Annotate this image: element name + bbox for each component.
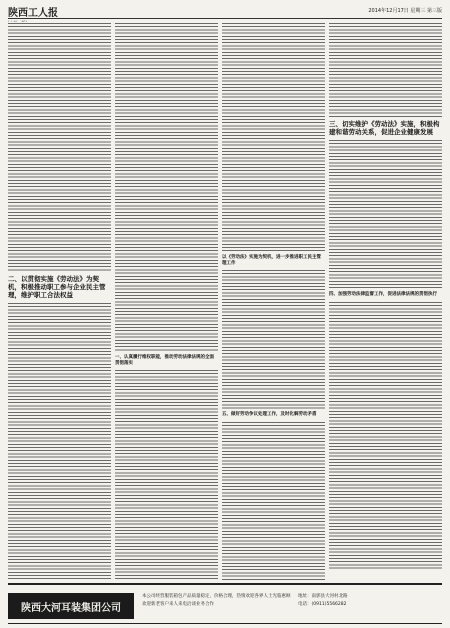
section-heading-3: 三、切实维护《劳动法》实施，积极构建和谐劳动关系，促进企业健康发展 bbox=[329, 120, 440, 137]
article-body bbox=[329, 139, 442, 289]
article-body bbox=[329, 22, 442, 117]
section-heading-7: 四、加强劳动法律监督工作，促进法律法规的贯彻执行 bbox=[329, 292, 437, 298]
column-2 bbox=[115, 22, 218, 580]
article-body bbox=[115, 22, 218, 352]
ad-line-2: 欢迎新老客户来人来电洽谈业务合作 bbox=[142, 602, 214, 607]
article-body bbox=[222, 22, 325, 252]
section-heading-5: 以《劳动法》实施为契机，进一步推进职工民主管理工作 bbox=[222, 255, 321, 266]
article-body bbox=[329, 301, 442, 571]
section-heading-2: 二、以贯彻实施《劳动法》为契机，积极推动职工参与企业民主管理，维护职工合法权益 bbox=[8, 275, 106, 300]
section-heading-4: 一、认真履行维权职能，推动劳动法律法规的全面贯彻落实 bbox=[115, 355, 214, 366]
article-body bbox=[8, 302, 111, 580]
newspaper-logo: 陕西工人报 bbox=[8, 8, 58, 19]
company-name: 陕西大河耳装集团公司 bbox=[8, 593, 134, 619]
masthead bbox=[8, 4, 442, 19]
ad-line-1: 本公司经营服装箱包产品质量稳定，价格合理，热情欢迎各界人士光临惠顾 bbox=[142, 594, 291, 599]
ad-address: 地址：南郭县大河村北路 bbox=[298, 594, 348, 599]
column-4 bbox=[329, 22, 442, 580]
section-heading-6: 五、做好劳动争议处理工作，及时化解劳动矛盾 bbox=[222, 412, 317, 418]
advertisement-banner bbox=[8, 583, 442, 624]
article-body bbox=[115, 369, 218, 579]
article-body bbox=[222, 421, 325, 580]
article-body bbox=[8, 22, 111, 272]
issue-date: 2014年12月17日 星期三 第三版 bbox=[368, 8, 442, 14]
ad-description bbox=[142, 593, 292, 609]
ad-contact bbox=[298, 593, 442, 609]
ad-phone: 电话：(0911)5566282 bbox=[298, 602, 347, 607]
column-1 bbox=[8, 22, 111, 580]
column-3 bbox=[222, 22, 325, 580]
article-body bbox=[222, 269, 325, 409]
